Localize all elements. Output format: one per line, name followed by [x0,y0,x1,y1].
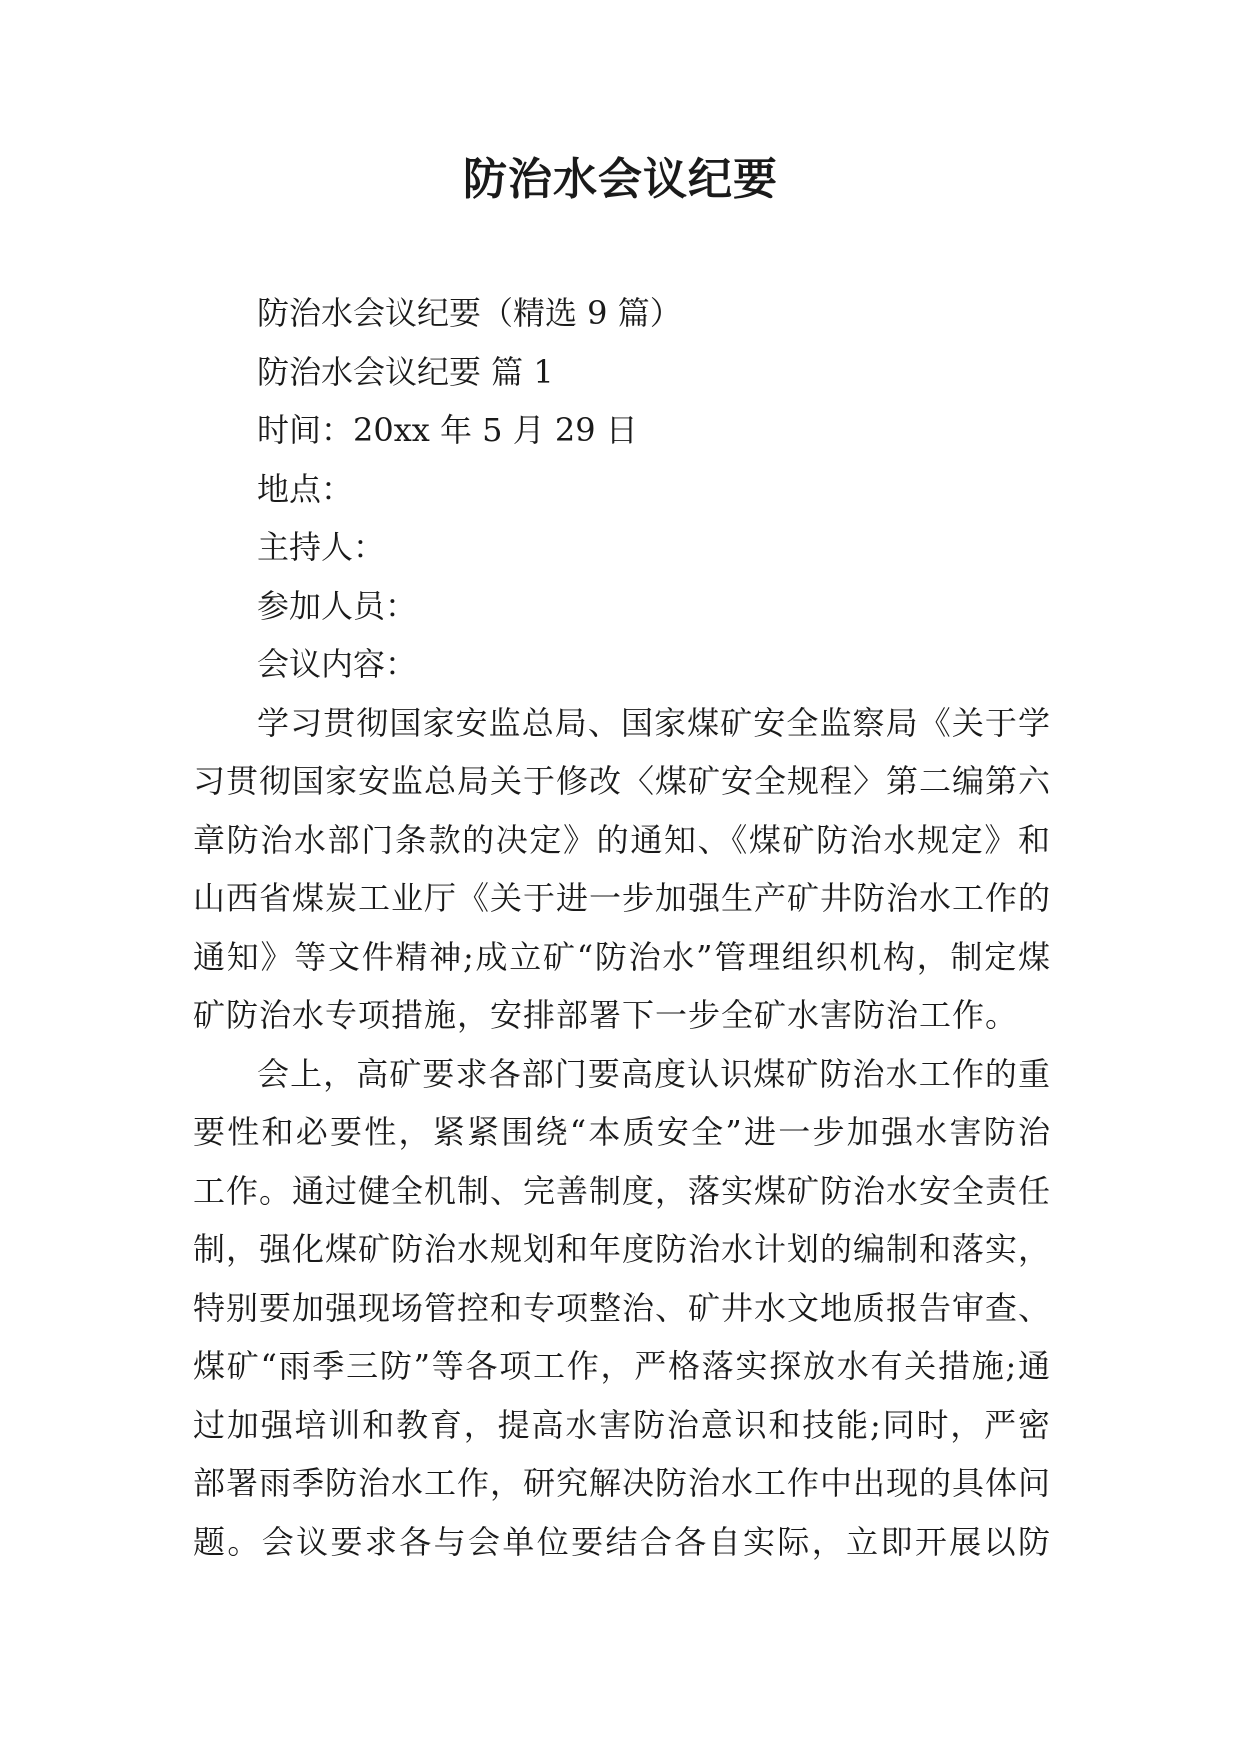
section-heading: 防治水会议纪要 篇 1 [257,352,554,391]
document-title: 防治水会议纪要 [463,154,778,205]
meeting-attendees: 参加人员： [257,586,418,625]
meeting-time: 时间：20xx 年 5 月 29 日 [257,411,638,449]
meeting-location: 地点： [257,469,354,508]
meeting-content-label: 会议内容： [257,645,418,683]
body-paragraph: 学习贯彻国家安监总局、国家煤矿安全监察局《关于学习贯彻国家安监总局关于修改〈煤矿安全规程〉第二编第六章防治水部门条款的决定》的通知、《煤矿防治水规定》和山西省煤炭工业厅《关于进一步加强生产矿井防治水工作的通知》等文件精神;成立矿“防治水”管理组织机构，制定煤矿防治水专项措施，安排部署下一步全矿水害防治工作。 [193,703,1052,1034]
document-body [193,284,1051,1571]
meeting-host: 主持人： [257,528,386,566]
subtitle-line: 防治水会议纪要（精选 9 篇） [257,294,682,332]
body-paragraph: 会上，高矿要求各部门要高度认识煤矿防治水工作的重要性和必要性，紧紧围绕“本质安全”进一步加强水害防治工作。通过健全机制、完善制度，落实煤矿防治水安全责任制，强化煤矿防治水规划和年度防治水计划的编制和落实，特别要加强现场管控和专项整治、矿井水文地质报告审查、煤矿“雨季三防”等各项工作，严格落实探放水有关措施;通过加强培训和教育，提高水害防治意识和技能;同时，严密部署雨季防治水工作，研究解决防治水工作中出现的具体问题。会议要求各与会单位要结合各自实际，立即开展以防 [193,1054,1052,1561]
